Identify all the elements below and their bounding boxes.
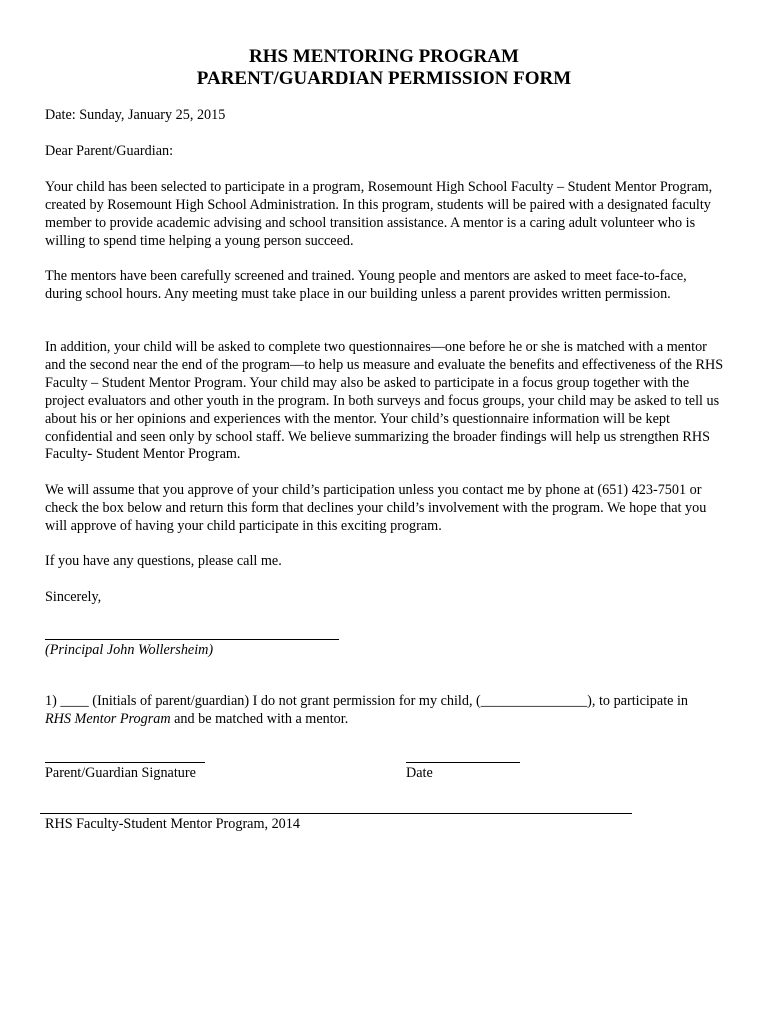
permission-statement (45, 693, 725, 729)
footer-text: RHS Faculty-Student Mentor Program, 2014 (45, 816, 300, 832)
parent-signature-label: Parent/Guardian Signature (45, 765, 196, 781)
salutation: Dear Parent/Guardian: (45, 143, 174, 159)
permission-program-name: RHS Mentor Program (45, 710, 171, 727)
closing: Sincerely, (45, 589, 102, 605)
parent-signature-line (45, 762, 205, 763)
paragraph-consent: We will assume that you approve of your child’s participation unless you contact me by phone at (651) 423-7501 or check the box below and return this form that declines your child’s involvement with the program. We hope that you will approve of having your child participate in this exciting program. (45, 482, 707, 534)
paragraph-questionnaires: In addition, your child will be asked to complete two questionnaires—one before he or she is matched with a mentor and the second near the end of the program—to help us measure and evaluate the benefits and effectiveness of the RHS Faculty – Student Mentor Program. Your child may also be asked to participate in a focus group together with the project evaluators and other youth in the program. In both surveys and focus groups, your child may be asked to tell us about his or her opinions and experiences with the mentor. Your child’s questionnaire information will be kept confidential and seen only by school staff. We believe summarizing the broader findings will help us strengthen RHS Faculty- Student Mentor Program. (45, 339, 724, 463)
form-title: PARENT/GUARDIAN PERMISSION FORM (196, 68, 572, 89)
letter-date: Date: Sunday, January 25, 2015 (45, 107, 226, 123)
paragraph-screening: The mentors have been carefully screened and trained. Young people and mentors are asked to meet face-to-face, during school hours. Any meeting must take place in our building unless a parent provides written permission. (45, 268, 687, 302)
footer-divider (40, 813, 632, 814)
permission-text-part1: 1) ____ (Initials of parent/guardian) I do not grant permission for my child, (_______________), to participate in (45, 693, 689, 709)
date-line (406, 762, 520, 763)
principal-signature-line (45, 639, 339, 640)
date-label: Date (406, 765, 433, 781)
permission-text-part2: and be matched with a mentor. (170, 710, 349, 727)
signer-name: (Principal John Wollersheim) (45, 642, 214, 658)
paragraph-selection: Your child has been selected to participate in a program, Rosemount High School Faculty – Student Mentor Program, created by Rosemount High School Administration. In this program, students will be paired with a designated faculty member to provide academic advising and school transition assistance. A mentor is a caring adult volunteer who is willing to spend time helping a young person succeed. (45, 179, 713, 249)
paragraph-questions: If you have any questions, please call me. (45, 553, 282, 569)
program-title: RHS MENTORING PROGRAM (249, 46, 519, 67)
